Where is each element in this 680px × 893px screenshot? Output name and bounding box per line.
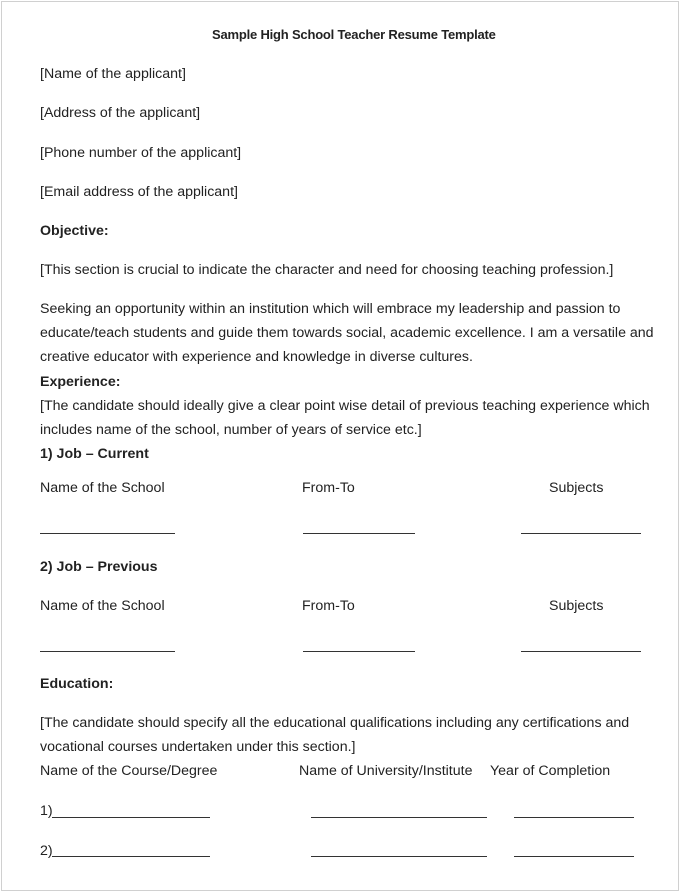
education-row2-university-line bbox=[311, 856, 487, 857]
applicant-phone: [Phone number of the applicant] bbox=[40, 145, 242, 161]
education-row2-year-line bbox=[514, 856, 634, 857]
education-row1-course-line bbox=[52, 817, 210, 818]
education-row1-year-line bbox=[514, 817, 634, 818]
education-col-university: Name of University/Institute bbox=[299, 763, 473, 779]
job-current-period-line bbox=[303, 533, 415, 534]
applicant-email: [Email address of the applicant] bbox=[40, 184, 238, 200]
education-row-number: 1) bbox=[40, 803, 53, 819]
education-col-course: Name of the Course/Degree bbox=[40, 763, 218, 779]
job-previous-period-label: From-To bbox=[302, 598, 355, 614]
objective-note: [This section is crucial to indicate the character and need for choosing teaching profession.] bbox=[40, 262, 614, 278]
education-heading: Education: bbox=[40, 676, 114, 692]
job-current-subjects-line bbox=[521, 533, 641, 534]
job-previous-heading: 2) Job – Previous bbox=[40, 559, 158, 575]
education-row2-course-line bbox=[52, 856, 210, 857]
job-previous-school-label: Name of the School bbox=[40, 598, 165, 614]
education-note-line: vocational courses undertaken under this section.] bbox=[40, 739, 356, 755]
objective-line: creative educator with experience and knowledge in diverse cultures. bbox=[40, 349, 473, 365]
job-current-period-label: From-To bbox=[302, 480, 355, 496]
experience-note-line: [The candidate should ideally give a clear point wise detail of previous teaching experience which bbox=[40, 398, 650, 414]
education-col-year: Year of Completion bbox=[490, 763, 611, 779]
job-previous-subjects-line bbox=[521, 651, 641, 652]
page-title: Sample High School Teacher Resume Template bbox=[212, 27, 496, 42]
job-current-school-label: Name of the School bbox=[40, 480, 165, 496]
applicant-name: [Name of the applicant] bbox=[40, 66, 186, 82]
objective-heading: Objective: bbox=[40, 223, 109, 239]
education-note-line: [The candidate should specify all the educational qualifications including any certifications and bbox=[40, 715, 630, 731]
education-row1-university-line bbox=[311, 817, 487, 818]
job-previous-school-line bbox=[40, 651, 175, 652]
job-current-subjects-label: Subjects bbox=[549, 480, 604, 496]
job-previous-period-line bbox=[303, 651, 415, 652]
experience-heading: Experience: bbox=[40, 374, 121, 390]
job-current-heading: 1) Job – Current bbox=[40, 446, 149, 462]
resume-page bbox=[1, 1, 679, 891]
applicant-address: [Address of the applicant] bbox=[40, 105, 201, 121]
job-current-school-line bbox=[40, 533, 175, 534]
job-previous-subjects-label: Subjects bbox=[549, 598, 604, 614]
objective-line: Seeking an opportunity within an institution which will embrace my leadership and passion to bbox=[40, 301, 621, 317]
experience-note-line: includes name of the school, number of years of service etc.] bbox=[40, 422, 422, 438]
education-row-number: 2) bbox=[40, 843, 53, 859]
objective-line: educate/teach students and guide them towards social, academic excellence. I am a versatile and bbox=[40, 325, 654, 341]
